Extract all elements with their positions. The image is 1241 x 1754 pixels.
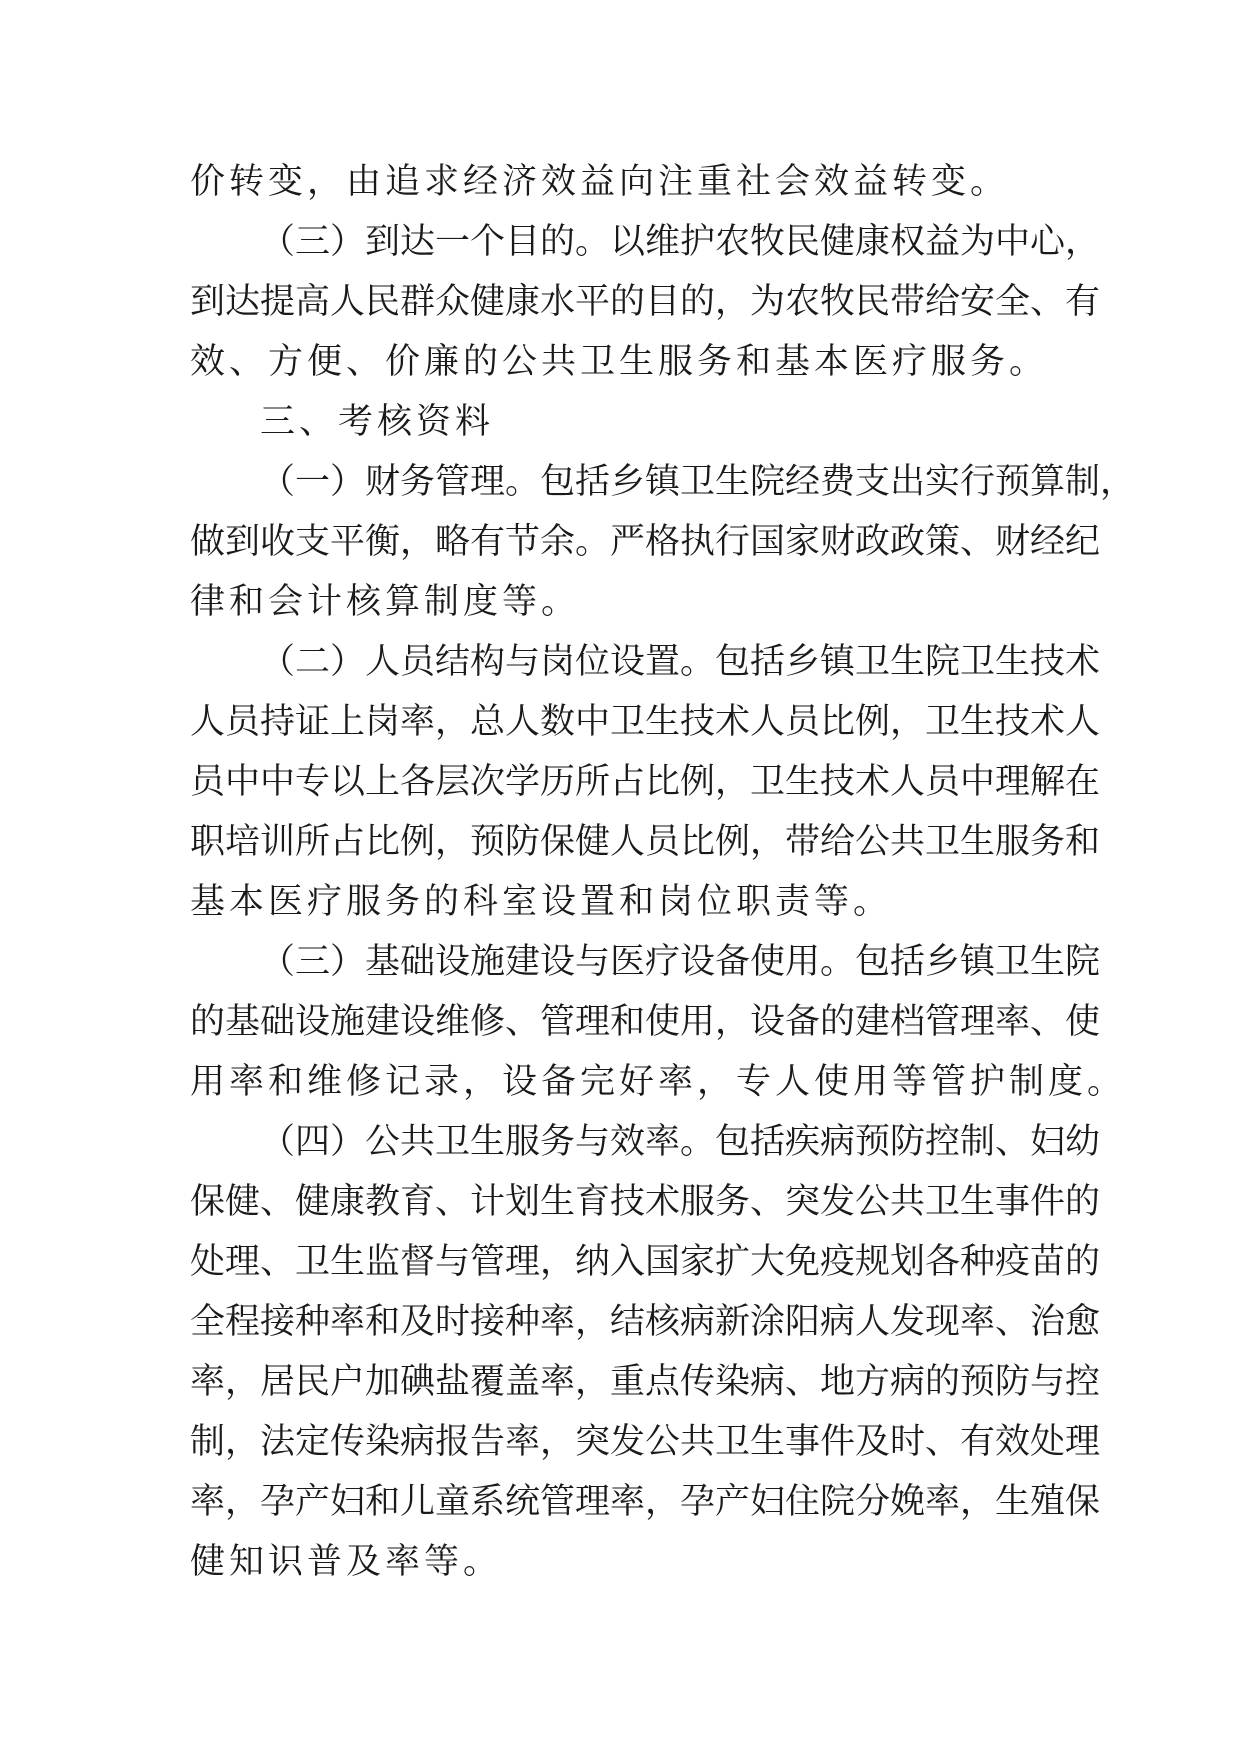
- text-line: （三）基础设施建设与医疗设备使用。包括乡镇卫生院: [260, 942, 1101, 982]
- document-body: [190, 152, 1136, 1592]
- text-line: 员中中专以上各层次学历所占比例，卫生技术人员中理解在: [190, 762, 1101, 802]
- text-line: 率，居民户加碘盐覆盖率，重点传染病、地方病的预防与控: [190, 1362, 1101, 1402]
- text-line: 健知识普及率等。: [190, 1542, 503, 1582]
- text-line: （三）到达一个目的。以维护农牧民健康权益为中心，: [260, 222, 1101, 262]
- text-line: （二）人员结构与岗位设置。包括乡镇卫生院卫生技术: [260, 642, 1101, 682]
- text-line: 职培训所占比例，预防保健人员比例，带给公共卫生服务和: [190, 822, 1101, 862]
- text-line: 率，孕产妇和儿童系统管理率，孕产妇住院分娩率，生殖保: [190, 1482, 1101, 1522]
- text-line: 效、方便、价廉的公共卫生服务和基本医疗服务。: [190, 342, 1049, 382]
- text-line: 保健、健康教育、计划生育技术服务、突发公共卫生事件的: [190, 1182, 1101, 1222]
- text-line: 的基础设施建设维修、管理和使用，设备的建档管理率、使: [190, 1002, 1101, 1042]
- text-line: 制，法定传染病报告率，突发公共卫生事件及时、有效处理: [190, 1422, 1101, 1462]
- text-line: （一）财务管理。包括乡镇卫生院经费支出实行预算制，: [260, 462, 1136, 502]
- text-line: 价转变，由追求经济效益向注重社会效益转变。: [190, 162, 1010, 202]
- text-line: 三、考核资料: [260, 402, 495, 442]
- text-line: 律和会计核算制度等。: [190, 582, 581, 622]
- text-line: 到达提高人民群众健康水平的目的，为农牧民带给安全、有: [190, 282, 1101, 322]
- text-line: 人员持证上岗率，总人数中卫生技术人员比例，卫生技术人: [190, 702, 1101, 742]
- text-line: 全程接种率和及时接种率，结核病新涂阳病人发现率、治愈: [190, 1302, 1101, 1342]
- text-line: （四）公共卫生服务与效率。包括疾病预防控制、妇幼: [260, 1122, 1101, 1162]
- text-line: 处理、卫生监督与管理，纳入国家扩大免疫规划各种疫苗的: [190, 1242, 1101, 1282]
- text-line: 用率和维修记录，设备完好率，专人使用等管护制度。: [190, 1062, 1127, 1102]
- text-line: 做到收支平衡，略有节余。严格执行国家财政政策、财经纪: [190, 522, 1101, 562]
- text-line: 基本医疗服务的科室设置和岗位职责等。: [190, 882, 893, 922]
